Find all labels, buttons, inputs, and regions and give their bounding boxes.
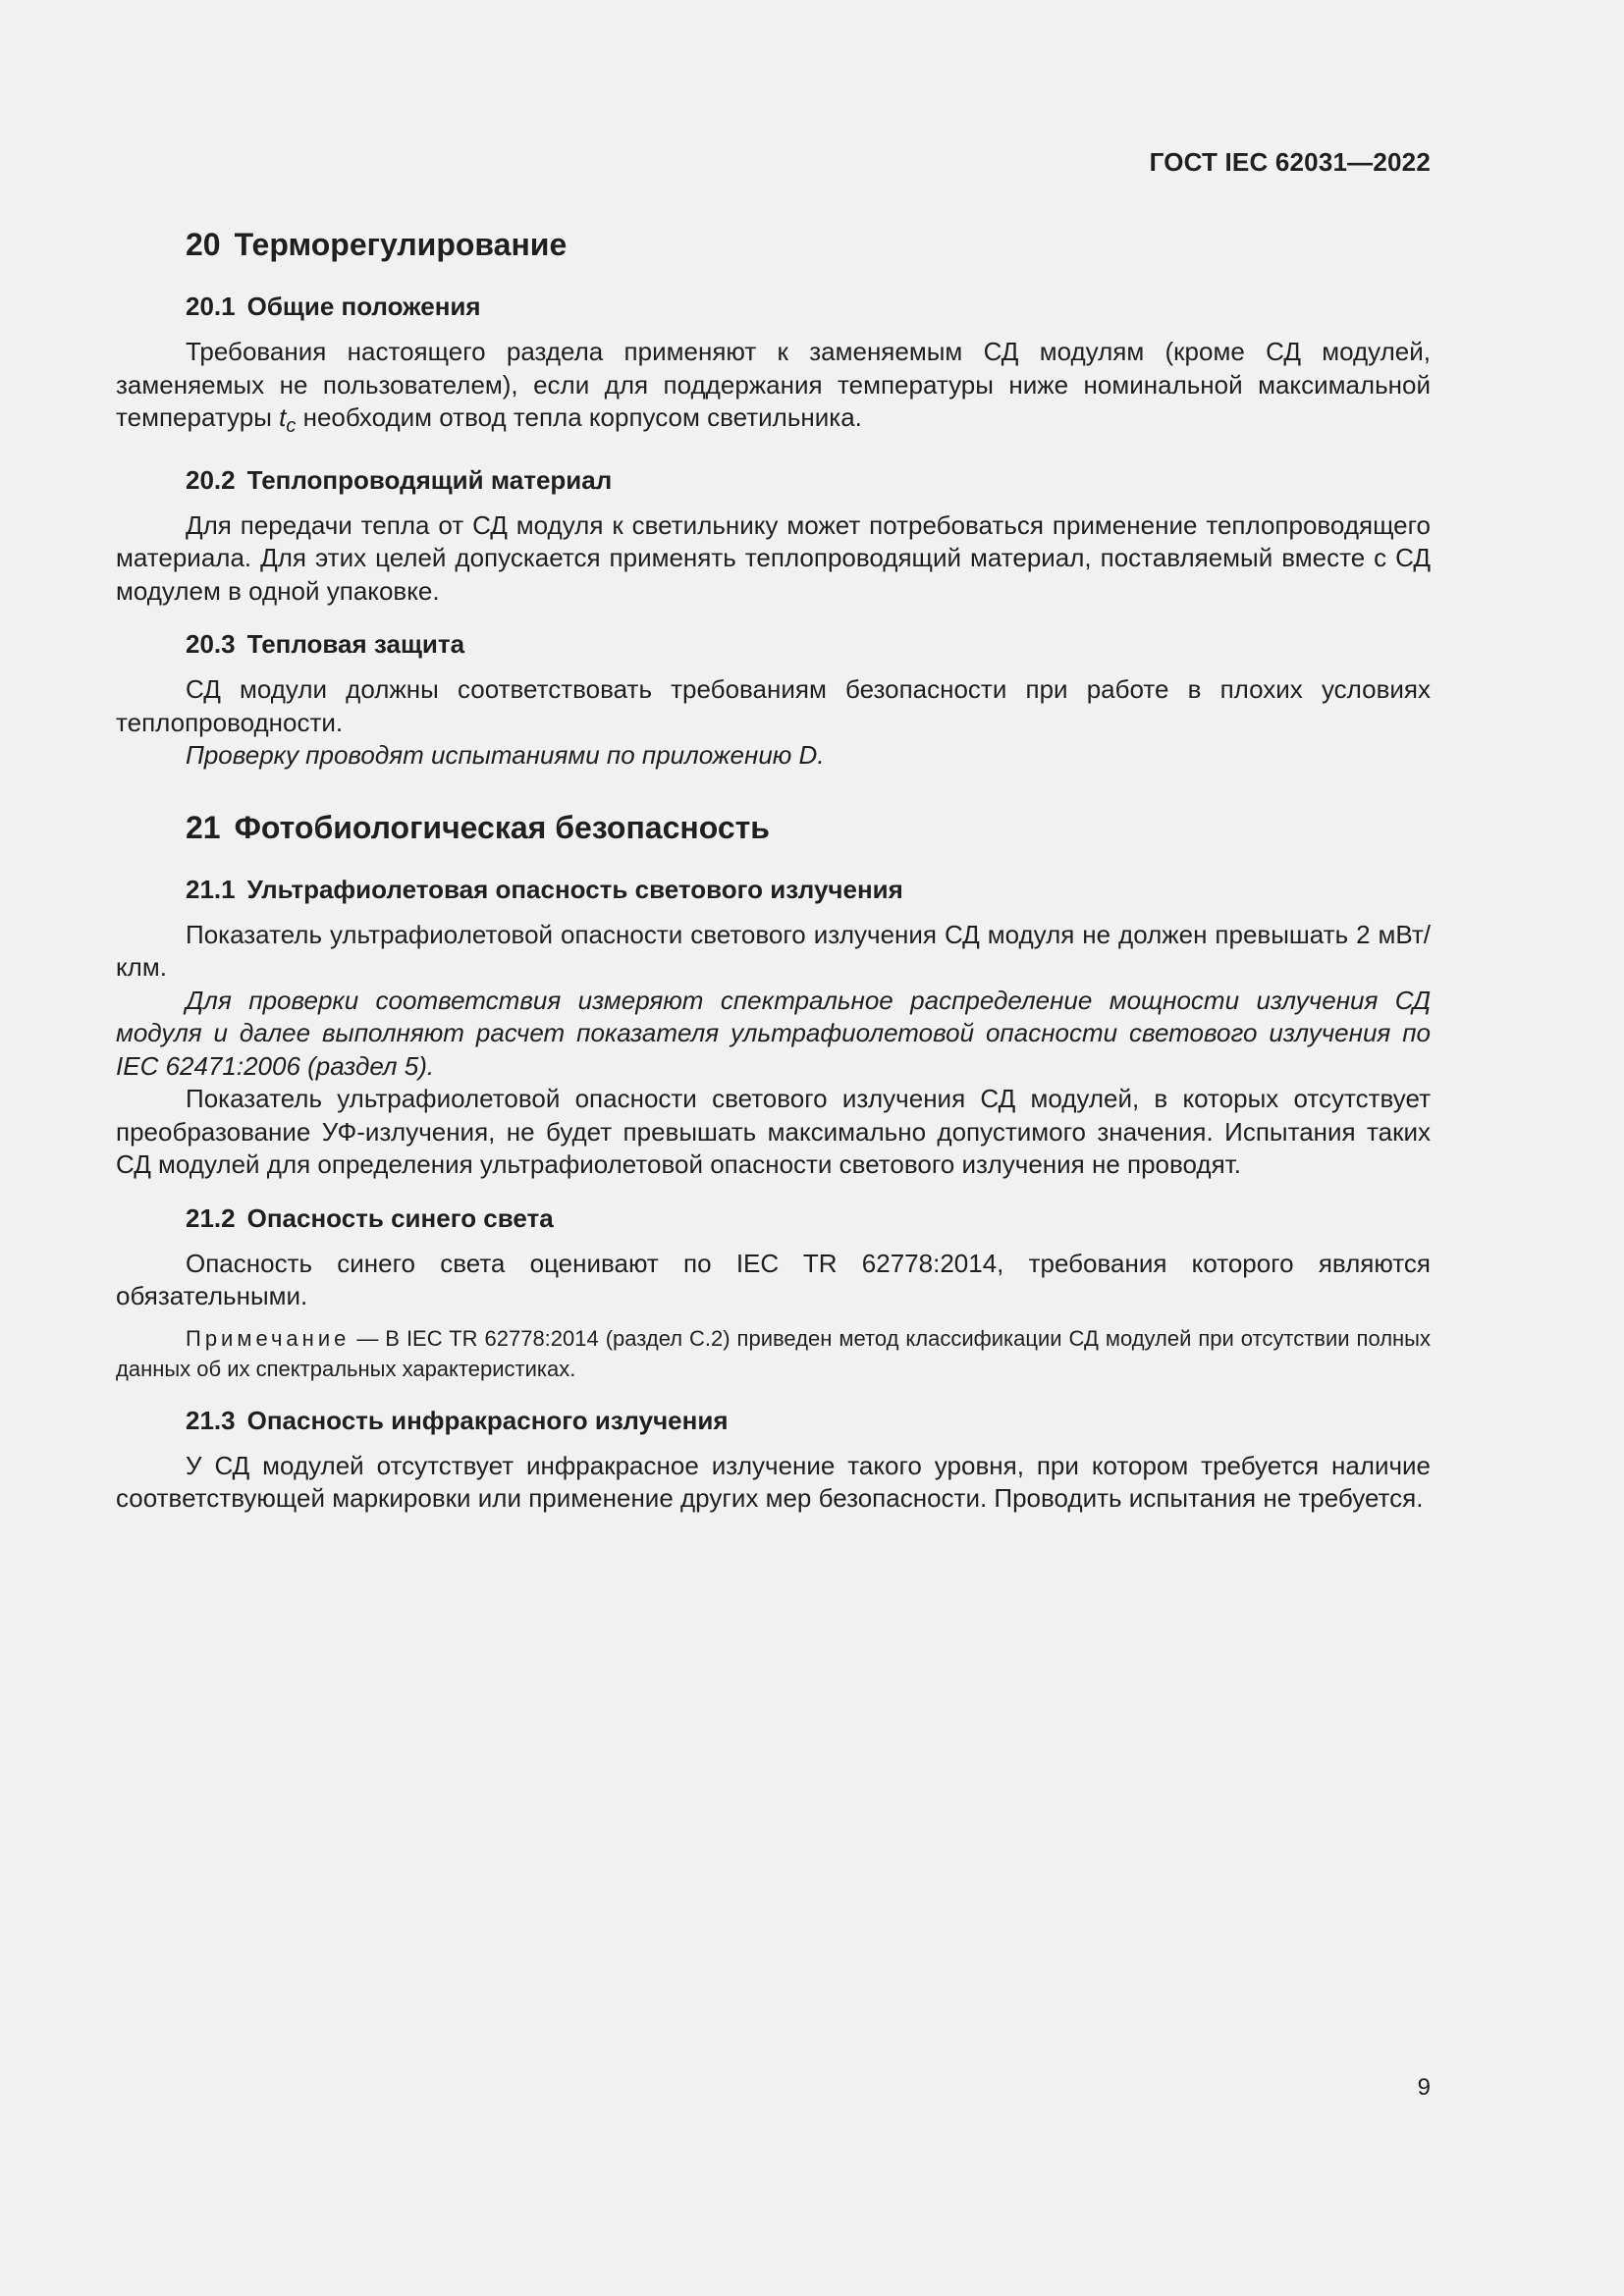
temperature-subscript: c (286, 415, 297, 437)
note-text: — В IEC TR 62778:2014 (раздел С.2) приведен метод классификации СД модулей при отсутствии полных данных об их спектральных характеристиках. (116, 1325, 1431, 1381)
paragraph-20-1 (116, 336, 1431, 444)
subsection-20-2-heading (186, 461, 1431, 499)
document-code: ГОСТ IEC 62031—2022 (1149, 147, 1431, 177)
page-content (116, 221, 1431, 1516)
page-number: 9 (1417, 2074, 1431, 2101)
subsection-number: 21.3 (186, 1405, 236, 1435)
subsection-number: 20.3 (186, 629, 236, 659)
paragraph-text: необходим отвод тепла корпусом светильника. (296, 402, 862, 432)
subsection-20-1-heading (186, 288, 1431, 325)
paragraph-21-1: Показатель ультрафиолетовой опасности светового излучения СД модуля не должен превышать 2 мВт/клм. (116, 919, 1431, 982)
subsection-number: 21.2 (186, 1202, 236, 1233)
section-number: 21 (186, 809, 221, 845)
paragraph-21-3: У СД модулей отсутствует инфракрасное излучение такого уровня, при котором требуется наличие соответствующей маркировки или применение других мер безопасности. Проводить испытания не требуется. (116, 1450, 1431, 1513)
section-number: 20 (186, 227, 221, 262)
subsection-title: Опасность синего света (246, 1202, 554, 1233)
subsection-title: Опасность инфракрасного излучения (246, 1405, 729, 1435)
section-21-heading (186, 804, 1431, 851)
section-20-heading (186, 221, 1431, 268)
subsection-21-2-heading (186, 1200, 1431, 1237)
note-label: Примечание (186, 1325, 351, 1351)
section-title: Фотобиологическая безопасность (234, 809, 770, 845)
subsection-title: Ультрафиолетовая опасность светового излучения (246, 874, 903, 904)
paragraph-21-2: Опасность синего света оценивают по IEC TR 62778:2014, требования которого являются обязательными. (116, 1248, 1431, 1310)
subsection-21-3-heading (186, 1402, 1431, 1439)
subsection-title: Тепловая защита (246, 629, 465, 659)
paragraph-20-2: Для передачи тепла от СД модуля к светильнику может потребоваться применение теплопроводящего материала. Для этих целей допускается применять теплопроводящий материал, поставляемый вместе с СД модулем в одной упаковке. (116, 509, 1431, 606)
subsection-number: 20.1 (186, 292, 236, 321)
subsection-number: 21.1 (186, 874, 236, 904)
paragraph-20-3-check: Проверку проводят испытаниями по приложению D. (186, 740, 825, 770)
subsection-20-3-heading (186, 625, 1431, 663)
subsection-number: 20.2 (186, 464, 236, 495)
paragraph-20-3: СД модули должны соответствовать требованиям безопасности при работе в плохих условиях теплопроводности. (116, 674, 1431, 737)
subsection-21-1-heading (186, 871, 1431, 908)
paragraph-text: Требования настоящего раздела применяют к заменяемым СД модулям (кроме СД модулей, заменяемых не пользователем), если для поддержания температуры ниже номинальной максимальной температуры (116, 337, 1431, 432)
temperature-symbol: t (279, 402, 287, 432)
note-21-2 (116, 1323, 1431, 1384)
subsection-title: Общие положения (246, 292, 481, 321)
paragraph-21-1-check: Для проверки соответствия измеряют спектральное распределение мощности излучения СД модуля и далее выполняют расчет показателя ультрафиолетовой опасности светового излучения по IEC 62471:2006 (раздел 5). (116, 985, 1431, 1081)
subsection-title: Теплопроводящий материал (246, 464, 613, 495)
section-title: Терморегулирование (234, 227, 568, 262)
paragraph-21-1-note: Показатель ультрафиолетовой опасности светового излучения СД модулей, в которых отсутствует преобразование УФ-излучения, не будет превышать максимально допустимого значения. Испытания таких СД модулей для определения ультрафиолетовой опасности светового излучения не проводят. (116, 1084, 1431, 1179)
